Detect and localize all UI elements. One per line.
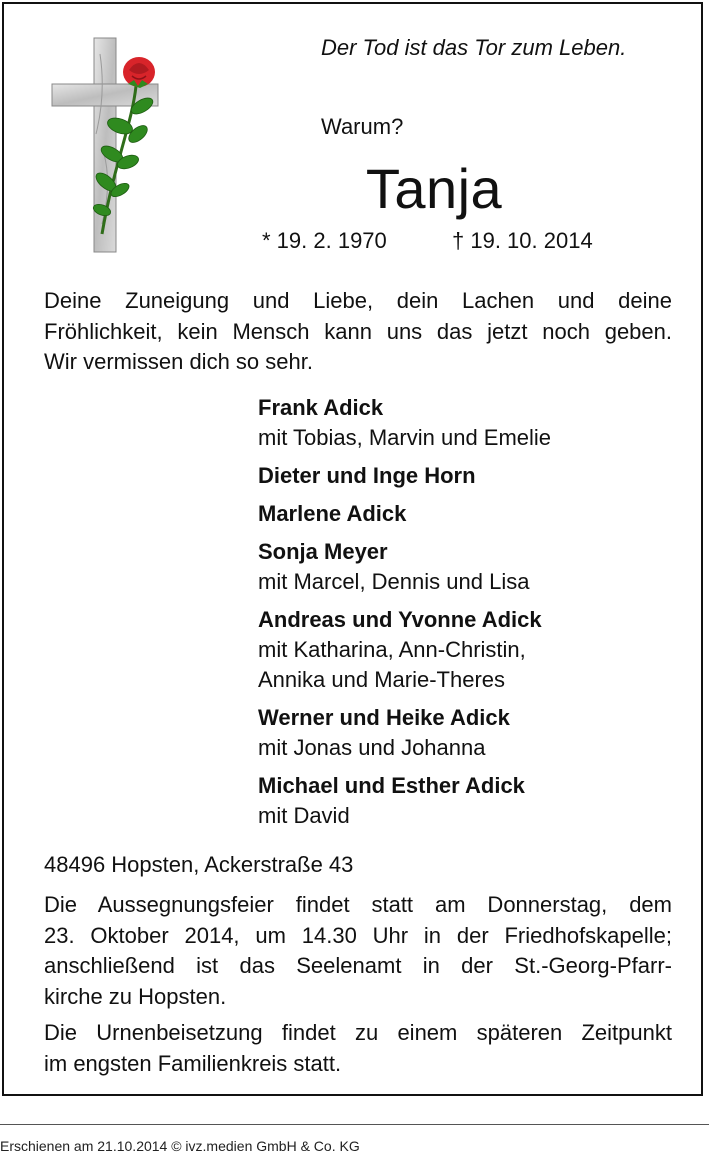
mourners-list: [258, 393, 551, 839]
mourner-name: Michael und Esther Adick: [258, 773, 525, 798]
mourner-children: mit David: [258, 803, 350, 828]
publication-footer: Erschienen am 21.10.2014 © ivz.medien GmbH & Co. KG: [0, 1138, 360, 1154]
mourner-name: Marlene Adick: [258, 501, 407, 526]
mourner-children: mit Jonas und Johanna: [258, 735, 486, 760]
mourner-group: [258, 461, 551, 491]
birth-date: * 19. 2. 1970: [262, 228, 387, 253]
mourner-children: mit Tobias, Marvin und Emelie: [258, 425, 552, 450]
address: 48496 Hopsten, Ackerstraße 43: [44, 852, 354, 877]
deceased-name: Tanja: [365, 157, 503, 220]
obituary-frame: [2, 2, 703, 1096]
funeral-paragraph: [44, 890, 672, 1012]
mourner-name: Werner und Heike Adick: [258, 705, 510, 730]
mourner-group: [258, 703, 551, 763]
urn-line: im engsten Familienkreis statt.: [44, 1050, 342, 1076]
motto: Der Tod ist das Tor zum Leben.: [321, 35, 627, 60]
mourner-group: [258, 393, 551, 453]
funeral-line: Die Aussegnungsfeier findet statt am Donnerstag, dem: [44, 892, 672, 917]
mourner-group: [258, 771, 551, 831]
mourner-name: Dieter und Inge Horn: [258, 463, 476, 488]
mourner-name: Andreas und Yvonne Adick: [258, 607, 542, 632]
mourner-children: mit Katharina, Ann-Christin,: [258, 637, 526, 662]
funeral-line: anschließend ist das Seelenamt in der St.-Georg-Pfarr-: [44, 953, 672, 978]
mourner-name: Sonja Meyer: [258, 539, 388, 564]
death-date: † 19. 10. 2014: [452, 228, 593, 253]
intro-line: Deine Zuneigung und Liebe, dein Lachen und deine: [44, 288, 672, 313]
urn-paragraph: [44, 1018, 672, 1079]
intro-line: Wir vermissen dich so sehr.: [44, 349, 313, 374]
urn-line: Die Urnenbeisetzung findet zu einem späteren Zeitpunkt: [44, 1020, 672, 1045]
mourner-group: [258, 605, 551, 695]
question-text: Warum?: [321, 114, 404, 139]
rose-bloom: [123, 57, 155, 88]
funeral-line: 23. Oktober 2014, um 14.30 Uhr in der Friedhofskapelle;: [44, 922, 672, 948]
intro-line: Fröhlichkeit, kein Mensch kann uns das jetzt noch geben.: [44, 318, 672, 344]
mourner-children: mit Marcel, Dennis und Lisa: [258, 569, 530, 594]
footer-divider: [0, 1124, 709, 1125]
intro-paragraph: [44, 286, 672, 378]
mourner-group: [258, 499, 551, 529]
mourner-name: Frank Adick: [258, 395, 384, 420]
mourner-children: Annika und Marie-Theres: [258, 667, 506, 692]
cross-with-rose-icon: [44, 34, 174, 256]
funeral-line: kirche zu Hopsten.: [44, 983, 227, 1009]
mourner-group: [258, 537, 551, 597]
